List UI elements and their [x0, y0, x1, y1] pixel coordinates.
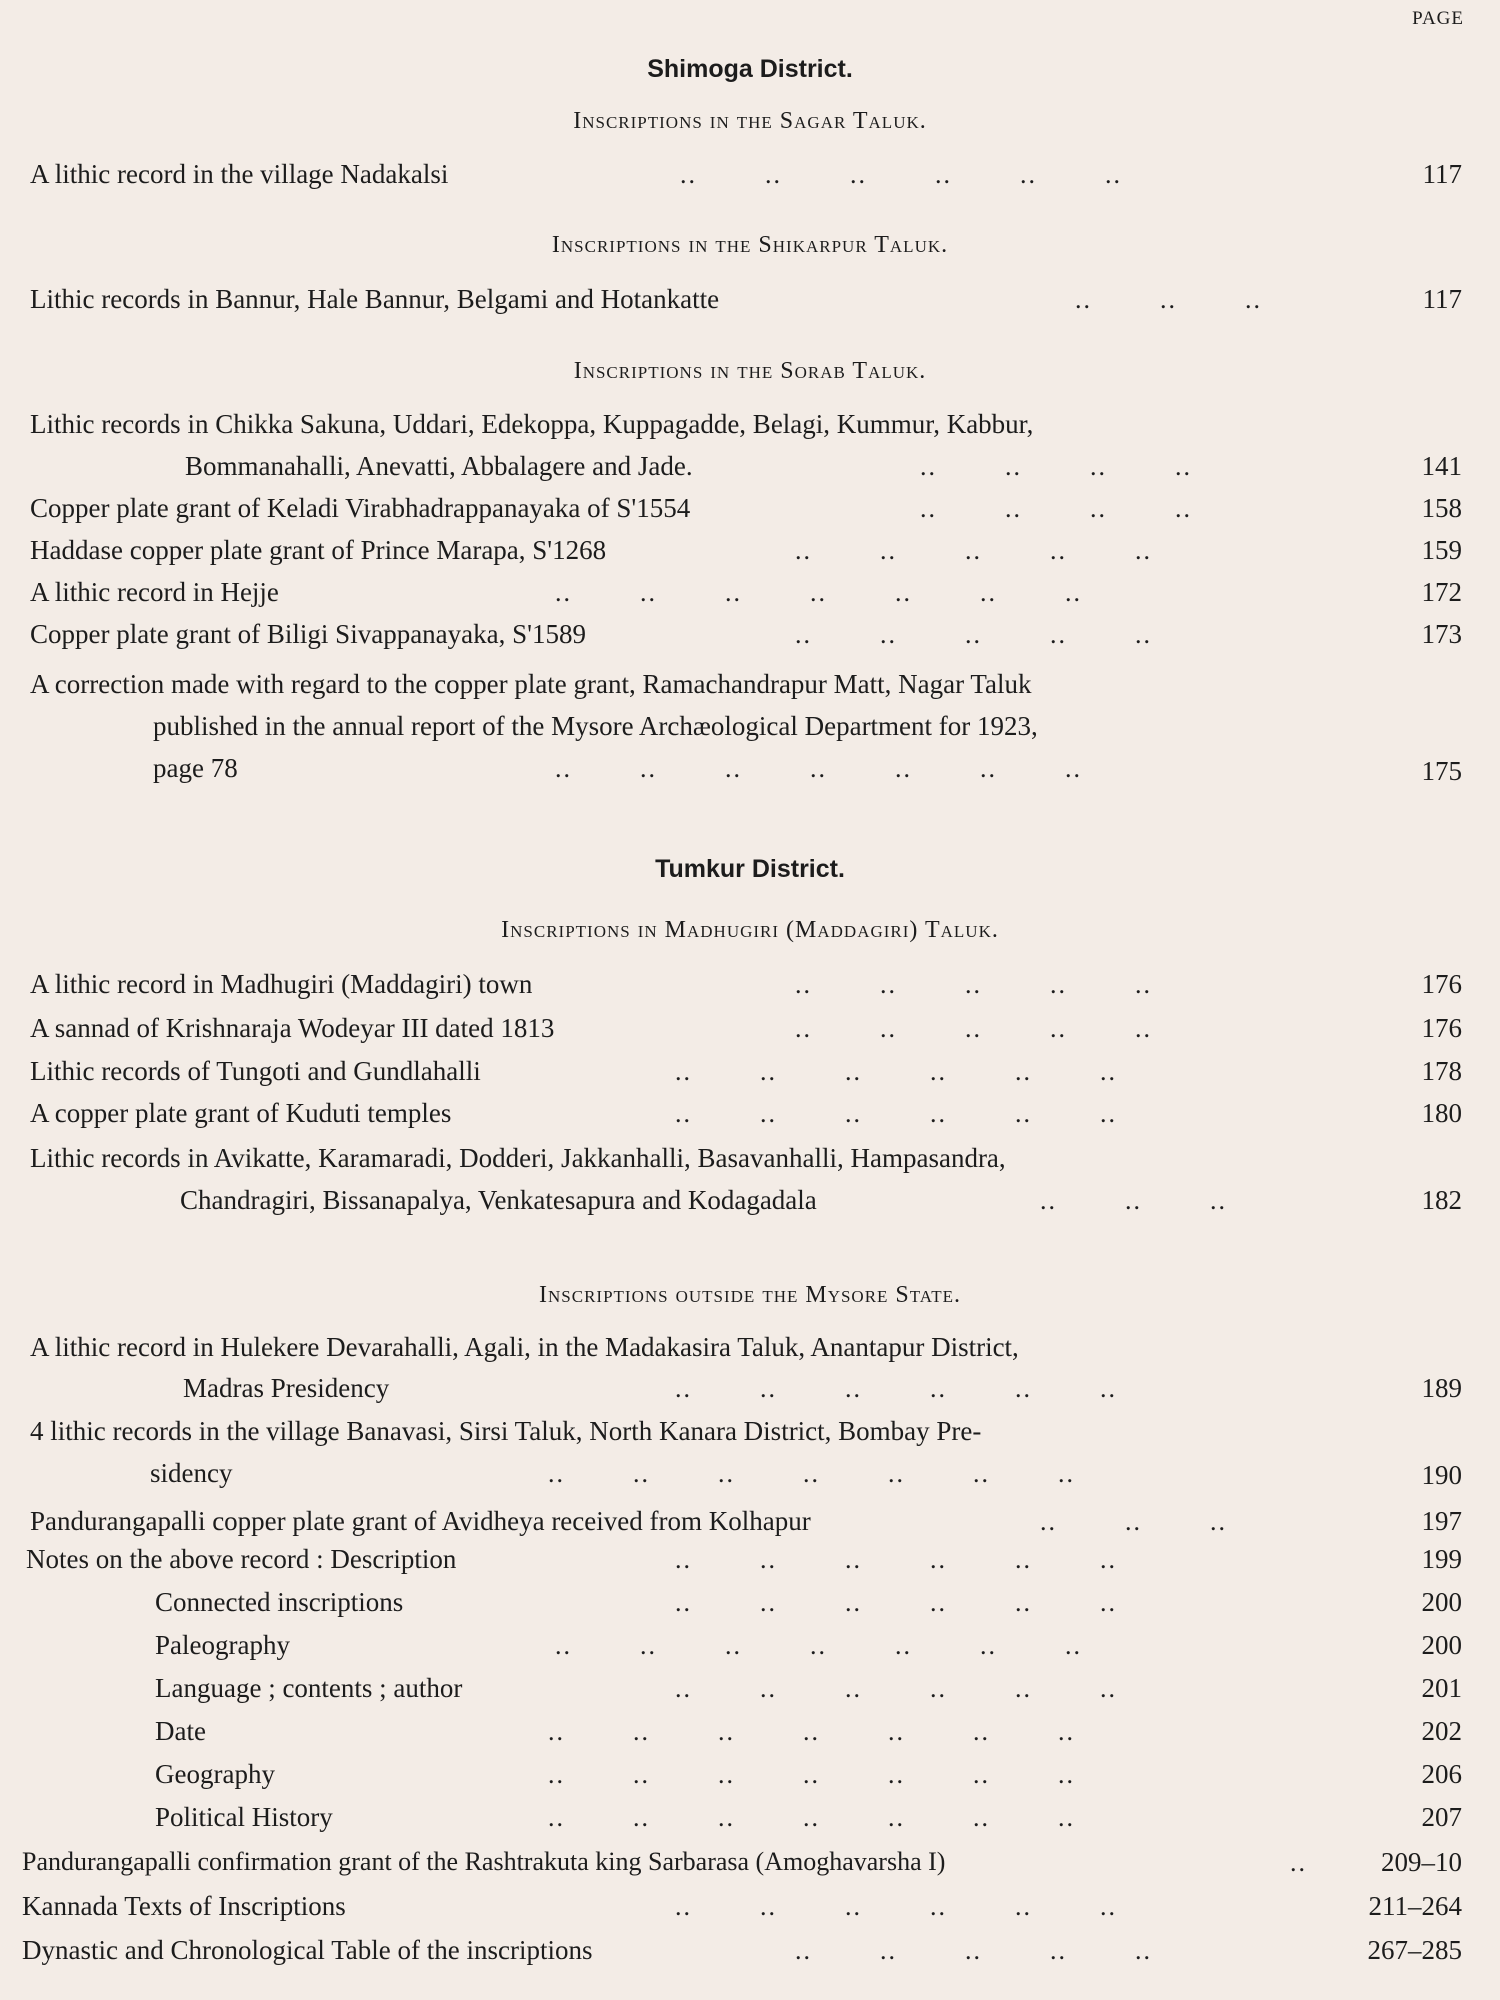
entry-page-number: 200	[1421, 1587, 1462, 1617]
entry-text-subitem: Paleography	[155, 1630, 290, 1660]
leader-dots: .. .. .. ..	[920, 494, 1192, 523]
leader-dots: .. .. .. .. .. .. ..	[555, 578, 1082, 607]
entry-page-number: 159	[1421, 535, 1462, 565]
district-heading-tumkur: Tumkur District.	[655, 855, 845, 883]
leader-dots: ..	[1290, 1848, 1307, 1877]
leader-dots: .. .. .. .. ..	[795, 620, 1152, 649]
entry-page-number: 209–10	[1381, 1847, 1462, 1877]
entry-text: Kannada Texts of Inscriptions	[22, 1891, 346, 1921]
entry-page-number: 267–285	[1367, 1935, 1462, 1965]
entry-page-number: 158	[1421, 493, 1462, 523]
entry-text: Lithic records in Chikka Sakuna, Uddari, Edekoppa, Kuppagadde, Belagi, Kummur, Kabbur,	[30, 409, 1034, 439]
entry-page-number: 141	[1421, 451, 1462, 481]
entry-page-number: 172	[1421, 577, 1462, 607]
entry-text-subitem: Connected inscriptions	[155, 1587, 404, 1617]
entry-text: 4 lithic records in the village Banavasi, Sirsi Taluk, North Kanara District, Bombay Pre-	[30, 1416, 982, 1446]
entry-text: A lithic record in the village Nadakalsi	[30, 159, 449, 189]
entry-page-number: 175	[1421, 756, 1462, 786]
leader-dots: .. .. .. .. .. .. ..	[548, 1459, 1075, 1488]
entry-text: Copper plate grant of Keladi Virabhadrappanayaka of S'1554	[30, 493, 691, 523]
leader-dots: .. .. .. .. .. .. ..	[548, 1717, 1075, 1746]
entry-text: Lithic records in Bannur, Hale Bannur, Belgami and Hotankatte	[30, 284, 720, 314]
leader-dots: .. .. ..	[1040, 1507, 1227, 1536]
entry-page-number: 180	[1421, 1098, 1462, 1128]
entry-page-number: 211–264	[1368, 1891, 1462, 1921]
entry-page-number: 207	[1421, 1802, 1462, 1832]
entry-text-continued: sidency	[150, 1458, 233, 1488]
taluk-heading-sagar: Inscriptions in the Sagar Taluk.	[573, 108, 927, 134]
leader-dots: .. .. .. .. .. ..	[675, 1892, 1117, 1921]
district-heading-shimoga: Shimoga District.	[647, 55, 853, 83]
taluk-heading-shikarpur: Inscriptions in the Shikarpur Taluk.	[551, 232, 949, 258]
entry-text: Pandurangapalli copper plate grant of Avidheya received from Kolhapur	[30, 1506, 811, 1536]
entry-text: A copper plate grant of Kuduti temples	[30, 1098, 452, 1128]
leader-dots: .. .. .. .. .. ..	[675, 1588, 1117, 1617]
entry-text-continued: Chandragiri, Bissanapalya, Venkatesapura and Kodagadala	[180, 1185, 817, 1215]
entry-text: Dynastic and Chronological Table of the inscriptions	[22, 1935, 593, 1965]
entry-text-subitem: Date	[155, 1716, 206, 1746]
entry-text: A lithic record in Madhugiri (Maddagiri) town	[30, 969, 533, 999]
leader-dots: .. .. .. .. ..	[795, 1014, 1152, 1043]
leader-dots: .. .. .. .. .. ..	[680, 160, 1122, 189]
entry-page-number: 206	[1421, 1759, 1462, 1789]
entry-page-number: 199	[1421, 1544, 1462, 1574]
entry-text-continued: Bommanahalli, Anevatti, Abbalagere and Jade.	[185, 451, 693, 481]
entry-text: Pandurangapalli confirmation grant of the Rashtrakuta king Sarbarasa (Amoghavarsha I)	[22, 1847, 946, 1876]
entry-text: Notes on the above record : Description	[26, 1544, 457, 1574]
entry-text: Haddase copper plate grant of Prince Marapa, S'1268	[30, 535, 607, 565]
leader-dots: .. .. .. .. .. ..	[675, 1374, 1117, 1403]
entry-text: A lithic record in Hejje	[30, 577, 279, 607]
entry-text-continued: Madras Presidency	[183, 1373, 390, 1403]
taluk-heading-madhugiri: Inscriptions in Madhugiri (Maddagiri) Taluk.	[501, 917, 999, 943]
entry-page-number: 190	[1421, 1460, 1462, 1490]
leader-dots: .. .. .. .. .. ..	[675, 1545, 1117, 1574]
leader-dots: .. .. .. .. ..	[795, 536, 1152, 565]
taluk-heading-outside-mysore: Inscriptions outside the Mysore State.	[539, 1282, 961, 1308]
leader-dots: .. .. .. ..	[920, 452, 1192, 481]
leader-dots: .. .. .. .. .. .. ..	[555, 754, 1082, 783]
entry-page-number: 176	[1421, 1013, 1462, 1043]
entry-page-number: 176	[1421, 969, 1462, 999]
entry-page-number: 202	[1421, 1716, 1462, 1746]
entry-page-number: 117	[1422, 284, 1462, 314]
leader-dots: .. .. .. .. .. ..	[675, 1057, 1117, 1086]
entry-text-continued: published in the annual report of the Mysore Archæological Department for 1923,	[153, 711, 1038, 741]
page-column-label: PAGE	[1412, 8, 1464, 29]
entry-text: A lithic record in Hulekere Devarahalli, Agali, in the Madakasira Taluk, Anantapur District,	[30, 1332, 1019, 1362]
entry-page-number: 173	[1421, 619, 1462, 649]
leader-dots: .. .. .. .. .. ..	[675, 1099, 1117, 1128]
entry-page-number: 201	[1421, 1673, 1462, 1703]
leader-dots: .. .. .. .. .. .. ..	[548, 1803, 1075, 1832]
entry-page-number: 189	[1421, 1373, 1462, 1403]
entry-text: Copper plate grant of Biligi Sivappanayaka, S'1589	[30, 619, 587, 649]
entry-text: A correction made with regard to the copper plate grant, Ramachandrapur Matt, Nagar Taluk	[30, 669, 1032, 699]
entry-page-number: 182	[1421, 1185, 1462, 1215]
entry-text-subitem: Language ; contents ; author	[155, 1673, 463, 1703]
taluk-heading-sorab: Inscriptions in the Sorab Taluk.	[573, 358, 927, 384]
entry-text: Lithic records of Tungoti and Gundlahalli	[30, 1056, 481, 1086]
leader-dots: .. .. .. .. .. .. ..	[555, 1631, 1082, 1660]
entry-text: Lithic records in Avikatte, Karamaradi, Dodderi, Jakkanhalli, Basavanhalli, Hampasandra,	[30, 1143, 1006, 1173]
leader-dots: .. .. ..	[1040, 1186, 1227, 1215]
entry-text-continued: page 78	[153, 753, 238, 783]
leader-dots: .. .. .. .. .. .. ..	[548, 1760, 1075, 1789]
entry-text: A sannad of Krishnaraja Wodeyar III dated 1813	[30, 1013, 555, 1043]
leader-dots: .. .. ..	[1075, 285, 1262, 314]
leader-dots: .. .. .. .. ..	[795, 1936, 1152, 1965]
leader-dots: .. .. .. .. .. ..	[675, 1674, 1117, 1703]
entry-page-number: 178	[1421, 1056, 1462, 1086]
entry-text-subitem: Political History	[155, 1802, 333, 1832]
entry-text-subitem: Geography	[155, 1759, 275, 1789]
leader-dots: .. .. .. .. ..	[795, 970, 1152, 999]
entry-page-number: 117	[1422, 159, 1462, 189]
entry-page-number: 197	[1421, 1506, 1462, 1536]
entry-page-number: 200	[1421, 1630, 1462, 1660]
